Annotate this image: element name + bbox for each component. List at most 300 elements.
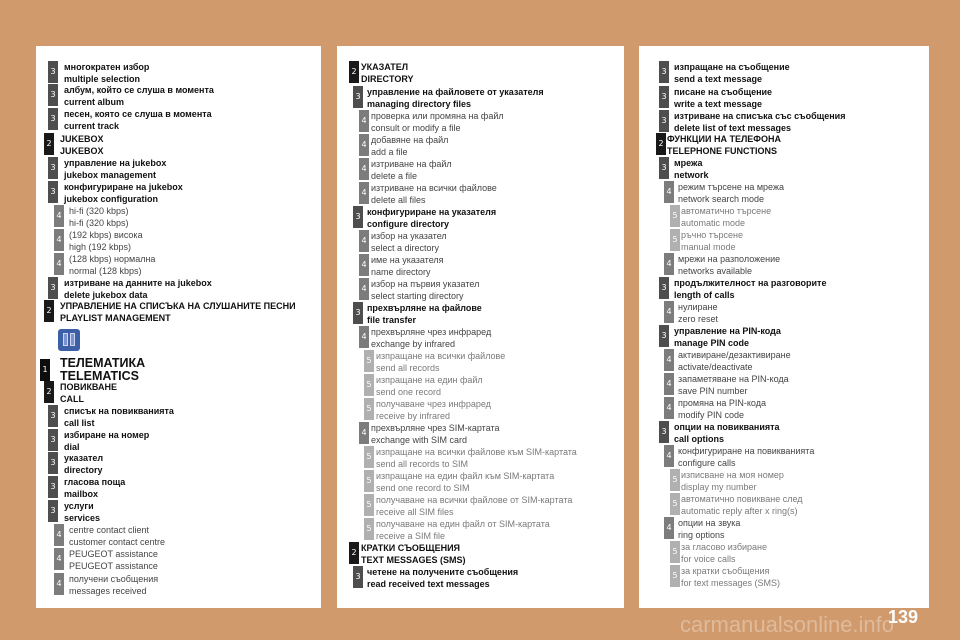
entry-english-label: hi-fi (320 kbps) — [69, 218, 129, 228]
entry-bulgarian-label: изтриване на данните на jukebox — [64, 278, 212, 288]
entry-bulgarian-label: изтриване на списъка със съобщения — [674, 111, 846, 121]
entry-bulgarian-label: избор на указател — [371, 231, 447, 241]
entry-english-label: call options — [674, 434, 725, 444]
level-badge: 4 — [359, 230, 369, 252]
entry-text — [371, 278, 479, 302]
level-badge: 3 — [659, 61, 669, 83]
menu-entry — [36, 253, 321, 275]
menu-entry — [639, 349, 929, 371]
entry-text — [69, 573, 158, 597]
entry-text — [376, 494, 572, 518]
entry-text — [367, 206, 496, 230]
menu-entry — [36, 548, 321, 570]
entry-english-label: zero reset — [678, 314, 719, 324]
entry-text — [64, 500, 100, 524]
menu-entry — [639, 86, 929, 108]
entry-bulgarian-label: ТЕЛЕМАТИКА — [60, 356, 146, 370]
entry-english-label: current track — [64, 121, 120, 131]
entry-bulgarian-label: за гласово избиране — [681, 542, 767, 552]
level-badge: 4 — [54, 524, 64, 546]
entry-english-label: automatic reply after x ring(s) — [681, 506, 798, 516]
level-badge: 4 — [664, 445, 674, 467]
level-badge: 2 — [656, 133, 666, 155]
entry-english-label: PEUGEOT assistance — [69, 561, 158, 571]
entry-bulgarian-label: изписване на моя номер — [681, 470, 784, 480]
level-badge: 2 — [44, 133, 54, 155]
entry-bulgarian-label: получени съобщения — [69, 574, 159, 584]
entry-english-label: TELEPHONE FUNCTIONS — [667, 146, 778, 156]
level-badge: 2 — [44, 300, 54, 322]
entry-text — [674, 277, 826, 301]
entry-bulgarian-label: албум, който се слуша в момента — [64, 85, 214, 95]
level-badge: 4 — [664, 181, 674, 203]
entry-bulgarian-label: списък на повикванията — [64, 406, 174, 416]
entry-bulgarian-label: изпращане на всички файлове — [376, 351, 506, 361]
menu-entry — [36, 205, 321, 227]
menu-entry — [337, 302, 624, 324]
entry-text — [678, 181, 784, 205]
entry-text — [376, 470, 554, 494]
entry-english-label: current album — [64, 97, 125, 107]
entry-english-label: dial — [64, 442, 80, 452]
level-badge: 3 — [48, 500, 58, 522]
entry-bulgarian-label: прехвърляне на файлове — [367, 303, 482, 313]
entry-bulgarian-label: услуги — [64, 501, 94, 511]
entry-english-label: jukebox configuration — [64, 194, 159, 204]
level-badge: 1 — [40, 359, 50, 381]
level-badge: 3 — [48, 277, 58, 299]
menu-entry — [639, 229, 929, 251]
entry-text — [69, 229, 143, 253]
entry-english-label: receive by infrared — [376, 411, 451, 421]
entry-bulgarian-label: прехвърляне чрез SIM-картата — [371, 423, 500, 433]
entry-text — [64, 452, 103, 476]
menu-entry — [337, 542, 624, 564]
entry-bulgarian-label: изпращане на един файл — [376, 375, 483, 385]
menu-entry — [337, 566, 624, 588]
level-badge: 4 — [359, 278, 369, 300]
entry-text — [64, 476, 125, 500]
menu-entry — [36, 300, 321, 322]
entry-text — [681, 565, 780, 589]
level-badge: 5 — [670, 205, 680, 227]
level-badge: 5 — [364, 518, 374, 540]
menu-entry — [639, 421, 929, 443]
level-badge: 5 — [364, 494, 374, 516]
level-badge: 4 — [359, 134, 369, 156]
entry-text — [371, 326, 491, 350]
entry-text — [69, 205, 129, 229]
menu-entry — [639, 205, 929, 227]
menu-entry — [36, 157, 321, 179]
icon-part — [70, 333, 75, 346]
entry-english-label: send one record — [376, 387, 442, 397]
level-badge: 5 — [364, 374, 374, 396]
level-badge: 4 — [359, 326, 369, 348]
level-badge: 4 — [664, 253, 674, 275]
level-badge: 4 — [359, 254, 369, 276]
entry-english-label: network — [674, 170, 709, 180]
menu-entry — [639, 253, 929, 275]
entry-bulgarian-label: изпращане на всички файлове към SIM-картата — [376, 447, 577, 457]
entry-english-label: services — [64, 513, 101, 523]
menu-entry — [36, 500, 321, 522]
level-badge: 5 — [670, 229, 680, 251]
entry-text — [681, 469, 784, 493]
level-badge: 3 — [48, 108, 58, 130]
entry-text — [367, 302, 482, 326]
entry-english-label: delete a file — [371, 171, 418, 181]
entry-text — [361, 61, 414, 85]
entry-text — [674, 86, 772, 110]
entry-text — [64, 429, 149, 453]
level-badge: 4 — [664, 373, 674, 395]
entry-bulgarian-label: опции на повикванията — [674, 422, 780, 432]
entry-bulgarian-label: продължителност на разговорите — [674, 278, 827, 288]
level-badge: 3 — [353, 302, 363, 324]
entry-english-label: select starting directory — [371, 291, 464, 301]
level-badge: 3 — [48, 84, 58, 106]
entry-bulgarian-label: мрежа — [674, 158, 703, 168]
menu-entry — [36, 381, 321, 403]
level-badge: 3 — [659, 421, 669, 443]
entry-english-label: high (192 kbps) — [69, 242, 132, 252]
entry-text — [64, 84, 214, 108]
entry-text — [674, 325, 781, 349]
menu-entry — [639, 110, 929, 132]
level-badge: 5 — [364, 350, 374, 372]
menu-entry — [639, 301, 929, 323]
entry-english-label: modify PIN code — [678, 410, 745, 420]
entry-bulgarian-label: получаване на всички файлове от SIM-картата — [376, 495, 573, 505]
level-badge: 2 — [349, 61, 359, 83]
menu-entry — [337, 110, 624, 132]
entry-text — [69, 253, 155, 277]
entry-bulgarian-label: промяна на PIN-кода — [678, 398, 767, 408]
entry-english-label: mailbox — [64, 489, 99, 499]
entry-bulgarian-label: изпращане на един файл към SIM-картата — [376, 471, 555, 481]
level-badge: 5 — [670, 469, 680, 491]
menu-column-2 — [337, 46, 624, 608]
entry-bulgarian-label: JUKEBOX — [60, 134, 104, 144]
entry-bulgarian-label: конфигуриране на jukebox — [64, 182, 183, 192]
entry-bulgarian-label: конфигуриране на указателя — [367, 207, 497, 217]
entry-english-label: JUKEBOX — [60, 146, 104, 156]
entry-text — [678, 253, 780, 277]
level-badge: 4 — [54, 253, 64, 275]
menu-column-1 — [36, 46, 321, 608]
level-badge: 3 — [353, 566, 363, 588]
level-badge: 3 — [48, 476, 58, 498]
entry-text — [376, 374, 483, 398]
menu-entry — [36, 229, 321, 251]
level-badge: 4 — [359, 422, 369, 444]
level-badge: 3 — [48, 452, 58, 474]
entry-english-label: directory — [64, 465, 103, 475]
entry-text — [678, 373, 789, 397]
entry-english-label: jukebox management — [64, 170, 157, 180]
entry-bulgarian-label: управление на файловете от указателя — [367, 87, 544, 97]
entry-bulgarian-label: centre contact client — [69, 525, 150, 535]
entry-bulgarian-label: автоматично търсене — [681, 206, 772, 216]
entry-english-label: name directory — [371, 267, 431, 277]
level-badge: 5 — [364, 398, 374, 420]
entry-text — [667, 133, 781, 157]
level-badge: 2 — [349, 542, 359, 564]
entry-bulgarian-label: hi-fi (320 kbps) — [69, 206, 129, 216]
entry-english-label: send all records to SIM — [376, 459, 469, 469]
entry-text — [376, 518, 550, 542]
entry-bulgarian-label: изтриване на всички файлове — [371, 183, 497, 193]
menu-entry — [337, 350, 624, 372]
entry-bulgarian-label: име на указателя — [371, 255, 444, 265]
entry-text — [64, 405, 174, 429]
entry-bulgarian-label: проверка или промяна на файл — [371, 111, 504, 121]
entry-bulgarian-label: УПРАВЛЕНИЕ НА СПИСЪКА НА СЛУШАНИТЕ ПЕСНИ — [60, 301, 296, 311]
entry-text — [678, 397, 766, 421]
menu-entry — [36, 277, 321, 299]
menu-entry — [337, 134, 624, 156]
menu-entry — [36, 357, 321, 383]
entry-bulgarian-label: КРАТКИ СЪОБЩЕНИЯ — [361, 543, 461, 553]
entry-english-label: delete all files — [371, 195, 426, 205]
entry-text — [361, 542, 466, 566]
level-badge: 4 — [664, 517, 674, 539]
level-badge: 3 — [659, 277, 669, 299]
entry-english-label: send one record to SIM — [376, 483, 470, 493]
entry-bulgarian-label: изпращане на съобщение — [674, 62, 790, 72]
entry-text — [69, 548, 158, 572]
entry-english-label: read received text messages — [367, 579, 490, 589]
menu-entry — [639, 517, 929, 539]
menu-entry — [639, 469, 929, 491]
menu-entry — [337, 470, 624, 492]
entry-text — [674, 61, 790, 85]
entry-text — [371, 134, 448, 158]
entry-english-label: automatic mode — [681, 218, 746, 228]
entry-text — [60, 300, 296, 324]
entry-text — [367, 86, 544, 110]
entry-english-label: manage PIN code — [674, 338, 750, 348]
entry-bulgarian-label: автоматично повикване след — [681, 494, 803, 504]
menu-column-3 — [639, 46, 929, 608]
entry-english-label: manual mode — [681, 242, 736, 252]
entry-bulgarian-label: запаметяване на PIN-кода — [678, 374, 789, 384]
level-badge: 4 — [359, 182, 369, 204]
menu-entry — [337, 182, 624, 204]
level-badge: 5 — [670, 541, 680, 563]
entry-text — [376, 446, 577, 470]
entry-text — [681, 229, 743, 253]
entry-text — [371, 422, 500, 446]
menu-entry — [639, 397, 929, 419]
entry-english-label: write a text message — [674, 99, 763, 109]
level-badge: 4 — [664, 301, 674, 323]
level-badge: 4 — [54, 573, 64, 595]
entry-text — [371, 254, 444, 278]
entry-english-label: CALL — [60, 394, 84, 404]
menu-entry — [337, 61, 624, 83]
entry-bulgarian-label: избор на първия указател — [371, 279, 480, 289]
entry-english-label: multiple selection — [64, 74, 141, 84]
entry-text — [371, 182, 497, 206]
menu-entry — [639, 61, 929, 83]
entry-text — [367, 566, 518, 590]
menu-entry — [36, 429, 321, 451]
entry-english-label: receive a SIM file — [376, 531, 446, 541]
level-badge: 4 — [359, 110, 369, 132]
menu-entry — [36, 524, 321, 546]
entry-text — [64, 277, 212, 301]
entry-english-label: customer contact centre — [69, 537, 166, 547]
level-badge: 4 — [54, 548, 64, 570]
level-badge: 3 — [48, 429, 58, 451]
entry-english-label: networks available — [678, 266, 753, 276]
level-badge: 3 — [353, 86, 363, 108]
entry-english-label: PLAYLIST MANAGEMENT — [60, 313, 171, 323]
level-badge: 3 — [659, 86, 669, 108]
entry-bulgarian-label: получаване чрез инфраред — [376, 399, 491, 409]
menu-entry — [36, 84, 321, 106]
entry-bulgarian-label: избиране на номер — [64, 430, 150, 440]
level-badge: 3 — [659, 110, 669, 132]
entry-english-label: TELEMATICS — [60, 368, 139, 383]
entry-bulgarian-label: гласова поща — [64, 477, 126, 487]
entry-english-label: length of calls — [674, 290, 735, 300]
level-badge: 4 — [664, 397, 674, 419]
entry-bulgarian-label: ръчно търсене — [681, 230, 744, 240]
entry-bulgarian-label: УКАЗАТЕЛ — [361, 62, 409, 72]
entry-text — [371, 158, 452, 182]
menu-entry — [337, 254, 624, 276]
entry-english-label: send a text message — [674, 74, 763, 84]
entry-text — [60, 357, 145, 382]
entry-english-label: for text messages (SMS) — [681, 578, 781, 588]
entry-bulgarian-label: опции на звука — [678, 518, 741, 528]
entry-text — [371, 110, 504, 134]
entry-bulgarian-label: добавяне на файл — [371, 135, 449, 145]
entry-english-label: configure directory — [367, 219, 450, 229]
level-badge: 3 — [48, 61, 58, 83]
entry-text — [674, 421, 780, 445]
menu-entry — [639, 541, 929, 563]
menu-entry — [639, 373, 929, 395]
level-badge: 3 — [48, 157, 58, 179]
entry-english-label: select a directory — [371, 243, 440, 253]
level-badge: 5 — [364, 470, 374, 492]
level-badge: 4 — [359, 158, 369, 180]
level-badge: 3 — [48, 181, 58, 203]
level-badge: 4 — [54, 229, 64, 251]
entry-english-label: network search mode — [678, 194, 765, 204]
level-badge: 3 — [48, 405, 58, 427]
entry-bulgarian-label: прехвърляне чрез инфраред — [371, 327, 492, 337]
icon-part — [63, 333, 68, 346]
level-badge: 5 — [670, 493, 680, 515]
menu-entry — [337, 518, 624, 540]
entry-bulgarian-label: указател — [64, 453, 104, 463]
level-badge: 3 — [659, 325, 669, 347]
entry-english-label: consult or modify a file — [371, 123, 461, 133]
entry-text — [64, 181, 183, 205]
level-badge: 2 — [44, 381, 54, 403]
entry-english-label: send all records — [376, 363, 440, 373]
entry-english-label: exchange with SIM card — [371, 435, 468, 445]
entry-english-label: for voice calls — [681, 554, 736, 564]
menu-entry — [36, 133, 321, 155]
entry-text — [681, 493, 803, 517]
entry-english-label: normal (128 kbps) — [69, 266, 142, 276]
entry-text — [376, 350, 505, 374]
entry-bulgarian-label: PEUGEOT assistance — [69, 549, 158, 559]
entry-english-label: managing directory files — [367, 99, 472, 109]
menu-entry — [639, 325, 929, 347]
entry-bulgarian-label: писане на съобщение — [674, 87, 773, 97]
entry-text — [376, 398, 491, 422]
entry-english-label: display my number — [681, 482, 757, 492]
entry-english-label: file transfer — [367, 315, 417, 325]
entry-bulgarian-label: получаване на един файл от SIM-картата — [376, 519, 550, 529]
entry-english-label: add a file — [371, 147, 408, 157]
entry-english-label: delete list of text messages — [674, 123, 792, 133]
menu-entry — [337, 230, 624, 252]
entry-bulgarian-label: режим търсене на мрежа — [678, 182, 784, 192]
menu-entry — [639, 181, 929, 203]
entry-bulgarian-label: четене на получените съобщения — [367, 567, 519, 577]
entry-english-label: delete jukebox data — [64, 290, 148, 300]
level-badge: 5 — [670, 565, 680, 587]
entry-english-label: save PIN number — [678, 386, 748, 396]
entry-bulgarian-label: мрежи на разположение — [678, 254, 781, 264]
menu-entry — [337, 278, 624, 300]
entry-bulgarian-label: за кратки съобщения — [681, 566, 770, 576]
entry-text — [678, 517, 740, 541]
entry-english-label: configure calls — [678, 458, 736, 468]
entry-bulgarian-label: ФУНКЦИИ НА ТЕЛЕФОНА — [667, 134, 781, 144]
menu-entry — [36, 573, 321, 595]
level-badge: 5 — [364, 446, 374, 468]
menu-entry — [337, 374, 624, 396]
level-badge: 4 — [54, 205, 64, 227]
entry-english-label: messages received — [69, 586, 147, 596]
entry-bulgarian-label: песен, която се слуша в момента — [64, 109, 212, 119]
entry-bulgarian-label: нулиране — [678, 302, 718, 312]
entry-bulgarian-label: изтриване на файл — [371, 159, 452, 169]
entry-text — [678, 445, 814, 469]
entry-text — [60, 133, 104, 157]
level-badge: 3 — [659, 157, 669, 179]
entry-english-label: ring options — [678, 530, 725, 540]
entry-bulgarian-label: (128 kbps) нормална — [69, 254, 156, 264]
menu-entry — [337, 86, 624, 108]
entry-english-label: receive all SIM files — [376, 507, 454, 517]
entry-text — [60, 381, 117, 405]
entry-english-label: TEXT MESSAGES (SMS) — [361, 555, 466, 565]
menu-entry — [36, 108, 321, 130]
menu-entry — [639, 493, 929, 515]
menu-entry — [36, 476, 321, 498]
menu-entry — [337, 326, 624, 348]
menu-entry — [36, 452, 321, 474]
level-badge: 3 — [353, 206, 363, 228]
entry-english-label: activate/deactivate — [678, 362, 753, 372]
level-badge: 4 — [664, 349, 674, 371]
entry-bulgarian-label: ПОВИКВАНЕ — [60, 382, 117, 392]
entry-text — [681, 541, 767, 565]
menu-entry — [639, 565, 929, 587]
entry-bulgarian-label: активиране/дезактивиране — [678, 350, 791, 360]
menu-entry — [337, 446, 624, 468]
